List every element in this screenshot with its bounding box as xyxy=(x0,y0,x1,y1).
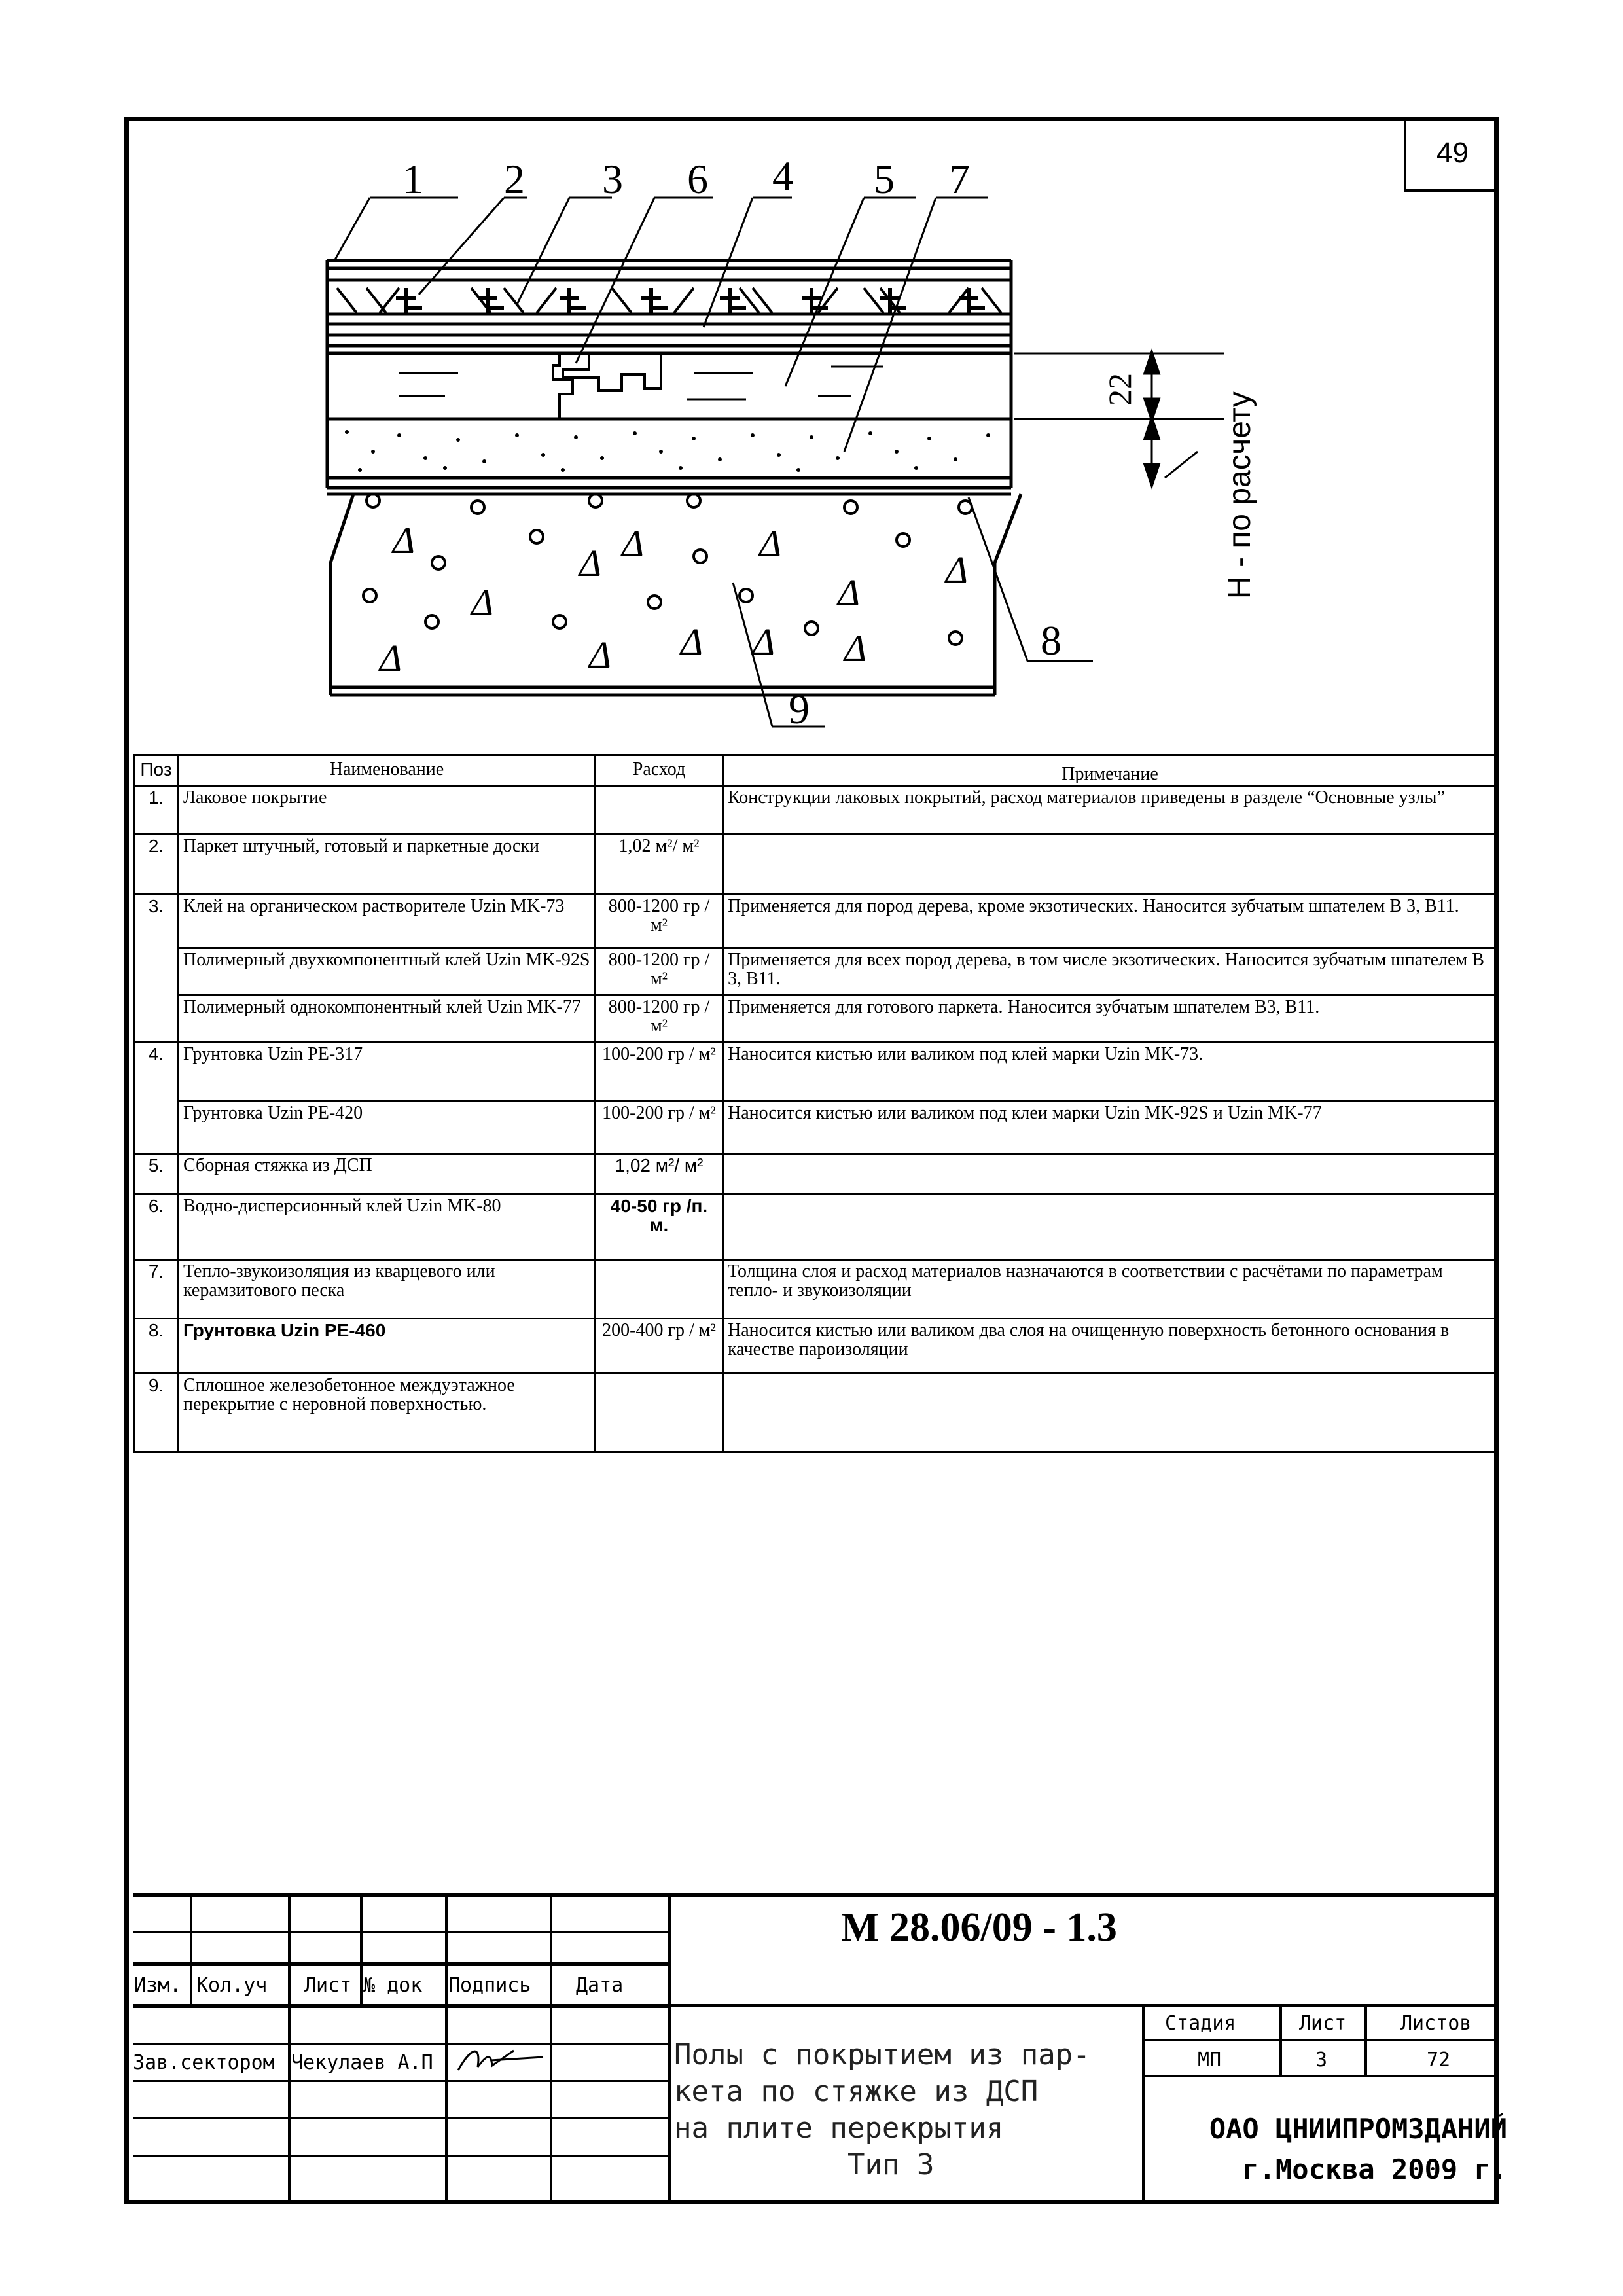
callout-3: 3 xyxy=(602,156,623,202)
role: Зав.сектором xyxy=(133,2051,275,2074)
svg-text:Δ: Δ xyxy=(759,522,782,565)
sheet-label: Лист xyxy=(1299,2012,1347,2035)
row-pos: 3. xyxy=(134,895,179,948)
row-name: Полимерный двухкомпонентный клей Uzin MK-92S xyxy=(179,948,596,996)
svg-text:Δ: Δ xyxy=(681,620,704,663)
row-name: Тепло-звукоизоляция из кварцевого или керамзитового песка xyxy=(179,1260,596,1319)
callout-4: 4 xyxy=(772,152,793,199)
title-line: на плите перекрытия xyxy=(674,2111,1004,2145)
row-rate: 800-1200 гр / м² xyxy=(596,895,723,948)
row-rate xyxy=(596,1374,723,1452)
table-header xyxy=(134,755,1497,786)
table-row xyxy=(134,1043,1497,1102)
row-rate: 100-200 гр / м² xyxy=(596,1043,723,1102)
table-row xyxy=(134,1260,1497,1319)
row-pos: 6. xyxy=(134,1194,179,1260)
table-row xyxy=(134,1374,1497,1452)
callout-7: 7 xyxy=(949,156,970,202)
sheets-label: Листов xyxy=(1400,2012,1472,2035)
stage-label: Стадия xyxy=(1165,2012,1236,2035)
header-note: Примечание xyxy=(723,755,1497,786)
person: Чекулаев А.П xyxy=(291,2051,433,2074)
document-title xyxy=(674,2037,1090,2183)
svg-text:Δ: Δ xyxy=(589,634,612,676)
callout-2: 2 xyxy=(504,156,525,202)
col-list: Лист xyxy=(304,1974,352,1997)
row-note xyxy=(723,1374,1497,1452)
header-rate: Расход xyxy=(596,755,723,786)
callout-8: 8 xyxy=(1041,617,1061,664)
table-row xyxy=(134,1319,1497,1374)
row-pos: 5. xyxy=(134,1154,179,1194)
row-pos: 7. xyxy=(134,1260,179,1319)
col-podpis: Подпись xyxy=(448,1974,531,1997)
col-data: Дата xyxy=(576,1974,624,1997)
row-note: Конструкции лаковых покрытий, расход материалов приведены в разделе “Основные узлы” xyxy=(723,786,1497,834)
callout-9: 9 xyxy=(789,686,810,732)
callout-6: 6 xyxy=(687,156,708,202)
row-pos xyxy=(134,1102,179,1154)
org-city-year: г.Москва 2009 г. xyxy=(1242,2153,1507,2185)
row-rate: 800-1200 гр / м² xyxy=(596,996,723,1043)
row-pos: 2. xyxy=(134,834,179,895)
row-rate: 40-50 гр /п. м. xyxy=(596,1194,723,1260)
row-name: Клей на органическом растворителе Uzin MK-73 xyxy=(179,895,596,948)
row-note: Применяется для пород дерева, кроме экзотических. Наносится зубчатым шпателем В 3, В11. xyxy=(723,895,1497,948)
row-rate: 1,02 м²/ м² xyxy=(596,1154,723,1194)
table-row xyxy=(134,1154,1497,1194)
row-note: Наносится кистью или валиком под клей марки Uzin MK-73. xyxy=(723,1043,1497,1102)
row-name: Сборная стяжка из ДСП xyxy=(179,1154,596,1194)
row-name: Грунтовка Uzin PE-420 xyxy=(179,1102,596,1154)
row-pos: 4. xyxy=(134,1043,179,1102)
table-row xyxy=(134,786,1497,834)
row-rate: 200-400 гр / м² xyxy=(596,1319,723,1374)
svg-text:Δ: Δ xyxy=(471,581,494,624)
row-pos xyxy=(134,948,179,996)
sheets-value: 72 xyxy=(1427,2049,1451,2072)
row-note: Применяется для готового паркета. Наносится зубчатым шпателем В3, В11. xyxy=(723,996,1497,1043)
header-name: Наименование xyxy=(179,755,596,786)
title-line: Тип 3 xyxy=(847,2148,935,2181)
svg-text:Δ: Δ xyxy=(838,571,861,614)
svg-text:Δ: Δ xyxy=(844,627,867,670)
materials-table xyxy=(133,754,1498,1453)
row-name: Водно-дисперсионный клей Uzin MK-80 xyxy=(179,1194,596,1260)
row-pos xyxy=(134,996,179,1043)
row-name: Грунтовка Uzin PE-317 xyxy=(179,1043,596,1102)
row-pos: 8. xyxy=(134,1319,179,1374)
row-rate: 1,02 м²/ м² xyxy=(596,834,723,895)
document-code: М 28.06/09 - 1.3 xyxy=(841,1905,1117,1950)
col-kol-uch: Кол.уч xyxy=(196,1974,268,1997)
row-note: Наносится кистью или валиком два слоя на очищенную поверхность бетонного основания в качестве пароизоляции xyxy=(723,1319,1497,1374)
row-rate: 800-1200 гр / м² xyxy=(596,948,723,996)
table-row xyxy=(134,895,1497,948)
col-doc: № док xyxy=(363,1974,423,1997)
table-row xyxy=(134,834,1497,895)
row-pos: 1. xyxy=(134,786,179,834)
row-note xyxy=(723,1194,1497,1260)
svg-text:Δ: Δ xyxy=(622,522,645,565)
thickness-note: Н - по расчету xyxy=(1222,391,1257,599)
callout-5: 5 xyxy=(874,156,895,202)
svg-text:Δ: Δ xyxy=(753,620,776,663)
sheet-value: 3 xyxy=(1315,2049,1328,2072)
table-row xyxy=(134,1194,1497,1260)
org-name: ОАО ЦНИИПРОМЗДАНИЙ xyxy=(1209,2113,1507,2145)
table-row xyxy=(134,996,1497,1043)
signature xyxy=(452,2041,550,2077)
table-row xyxy=(134,948,1497,996)
row-rate: 100-200 гр / м² xyxy=(596,1102,723,1154)
row-name: Паркет штучный, готовый и паркетные доски xyxy=(179,834,596,895)
svg-text:Δ: Δ xyxy=(946,548,969,591)
floor-section-drawing xyxy=(0,0,1623,753)
header-pos: Поз xyxy=(134,755,179,786)
row-note xyxy=(723,1154,1497,1194)
row-note: Наносится кистью или валиком под клеи марки Uzin MK-92S и Uzin MK-77 xyxy=(723,1102,1497,1154)
row-name: Сплошное железобетонное междуэтажное перекрытие с неровной поверхностью. xyxy=(179,1374,596,1452)
row-name: Лаковое покрытие xyxy=(179,786,596,834)
row-rate xyxy=(596,1260,723,1319)
title-line: кета по стяжке из ДСП xyxy=(674,2075,1039,2108)
svg-text:Δ: Δ xyxy=(579,542,602,584)
title-line: Полы с покрытием из пар- xyxy=(674,2038,1090,2072)
row-note: Толщина слоя и расход материалов назначаются в соответствии с расчётами по параметрам тепло- и звукоизоляции xyxy=(723,1260,1497,1319)
svg-text:Δ: Δ xyxy=(393,519,416,562)
page-number: 49 xyxy=(1404,117,1499,192)
dimension-label: 22 xyxy=(1101,373,1138,406)
col-izm: Изм. xyxy=(134,1974,182,1997)
stage-value: МП xyxy=(1198,2049,1222,2072)
row-pos: 9. xyxy=(134,1374,179,1452)
organization xyxy=(1144,2109,1507,2190)
row-note xyxy=(723,834,1497,895)
row-name: Полимерный однокомпонентный клей Uzin MK-77 xyxy=(179,996,596,1043)
svg-text:Δ: Δ xyxy=(380,637,402,679)
row-rate xyxy=(596,786,723,834)
callout-1: 1 xyxy=(402,156,423,202)
row-note: Применяется для всех пород дерева, в том числе экзотических. Наносится зубчатым шпателем В 3, В11. xyxy=(723,948,1497,996)
row-name: Грунтовка Uzin PE-460 xyxy=(179,1319,596,1374)
table-row xyxy=(134,1102,1497,1154)
